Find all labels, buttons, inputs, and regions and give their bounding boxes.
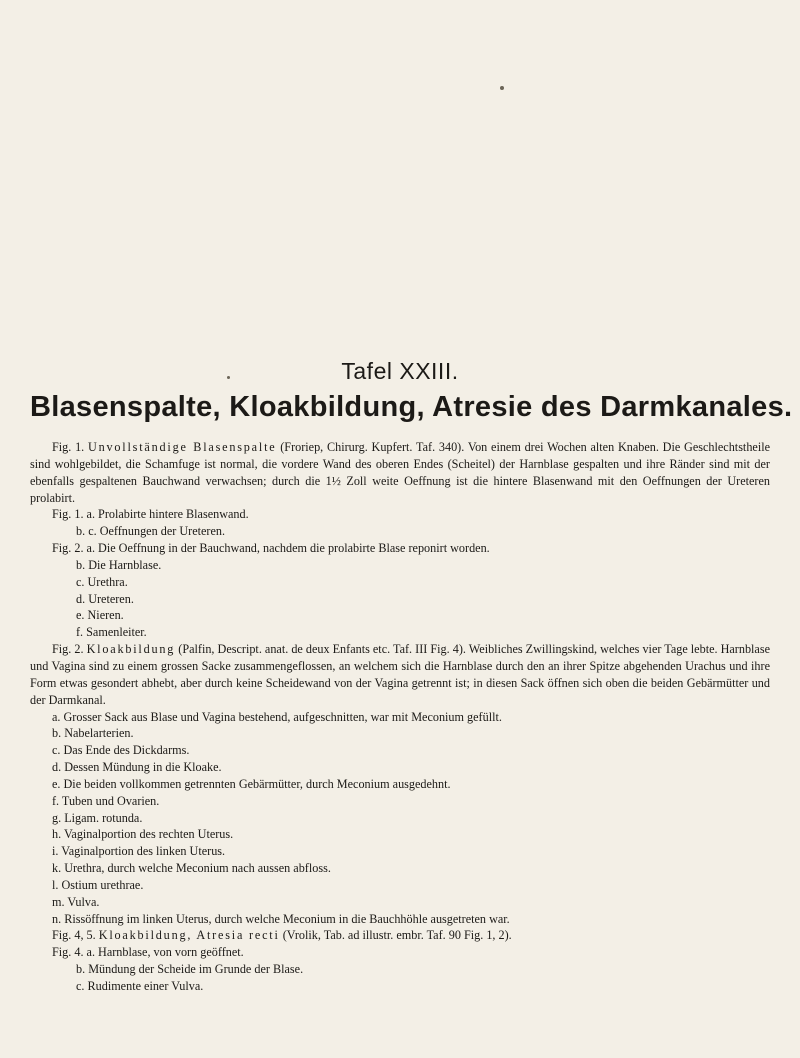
legend-line: Fig. 1. a. Prolabirte hintere Blasenwand. <box>52 507 249 522</box>
legend-line: Fig. 2. a. Die Oeffnung in der Bauchwand, nachdem die prolabirte Blase reponirt worden. <box>52 541 490 556</box>
fig45-description: Fig. 4, 5. Kloakbildung, Atresia recti (Vrolik, Tab. ad illustr. embr. Taf. 90 Fig. 1, 2). <box>52 928 512 943</box>
legend-line: c. Rudimente einer Vulva. <box>76 979 204 993</box>
legend-line: b. Die Harnblase. <box>76 557 162 572</box>
legend-line: e. Nieren. <box>76 608 124 623</box>
plate-number: Tafel XXIII. <box>341 358 459 384</box>
fig1-description: Fig. 1. Unvollständige Blasenspalte (Froriep, Chirurg. Kupfert. Taf. 340). Von einem drei Wochen alten Knaben. Die Geschlechtstheile sind wohlgebildet, die Schamfuge ist normal, die vordere Wand des oberen Endes (Scheitel) der Harnblase gespalten und ihre Ränder sind mit der ebenfalls gespaltenen Bauchwand verwachsen; durch die 1½ Zoll weite Oeffnung ist die hintere Blasenwand mit den Oeffnungen der Ureteren prolabirt. <box>30 440 771 505</box>
legend-line: c. Urethra. <box>76 574 128 589</box>
legend-line: b. Nabelarterien. <box>52 726 134 741</box>
legend-line: m. Vulva. <box>52 894 100 909</box>
body-text <box>30 439 770 995</box>
legend-line: Fig. 4. a. Harnblase, von vorn geöffnet. <box>52 945 244 960</box>
fig2-description: Fig. 2. Kloakbildung (Palfin, Descript. anat. de deux Enfants etc. Taf. III Fig. 4). Weibliches Zwillingskind, welches vier Tage lebte. Harnblase und Vagina sind zu einem grossen Sacke zusammengeflossen, an welchem sich die Harnblase durch den an ihrer Spitze abgehenden Urachus und ihre Form etwas gesondert abhebt, aber durch keine Scheidewand von der Vagina getrennt ist; in diesen Sack öffnen sich oben die beiden Gebärmütter und der Darmkanal. <box>30 642 770 707</box>
legend-line: g. Ligam. rotunda. <box>52 810 143 825</box>
legend-line: e. Die beiden vollkommen getrennten Gebärmütter, durch Meconium ausgedehnt. <box>52 776 451 791</box>
legend-line: b. c. Oeffnungen der Ureteren. <box>76 524 226 539</box>
legend-line: i. Vaginalportion des linken Uterus. <box>52 844 226 859</box>
legend-line: n. Rissöffnung im linken Uterus, durch welche Meconium in die Bauchhöhle ausgetreten war. <box>52 911 510 926</box>
legend-line: d. Ureteren. <box>76 591 134 606</box>
speck-mark <box>500 86 504 90</box>
legend-line: a. Grosser Sack aus Blase und Vagina bestehend, aufgeschnitten, war mit Meconium gefüllt. <box>52 709 502 724</box>
legend-line: k. Urethra, durch welche Meconium nach aussen abfloss. <box>52 861 331 876</box>
legend-line: l. Ostium urethrae. <box>52 877 144 892</box>
legend-line: h. Vaginalportion des rechten Uterus. <box>52 827 234 842</box>
legend-line: c. Das Ende des Dickdarms. <box>52 743 190 758</box>
legend-line: d. Dessen Mündung in die Kloake. <box>52 760 222 775</box>
page-title: Blasenspalte, Kloakbildung, Atresie des Darmkanales. <box>30 391 793 423</box>
legend-line: b. Mündung der Scheide im Grunde der Blase. <box>76 962 304 977</box>
legend-line: f. Tuben und Ovarien. <box>52 793 160 808</box>
legend-line: f. Samenleiter. <box>76 625 147 640</box>
